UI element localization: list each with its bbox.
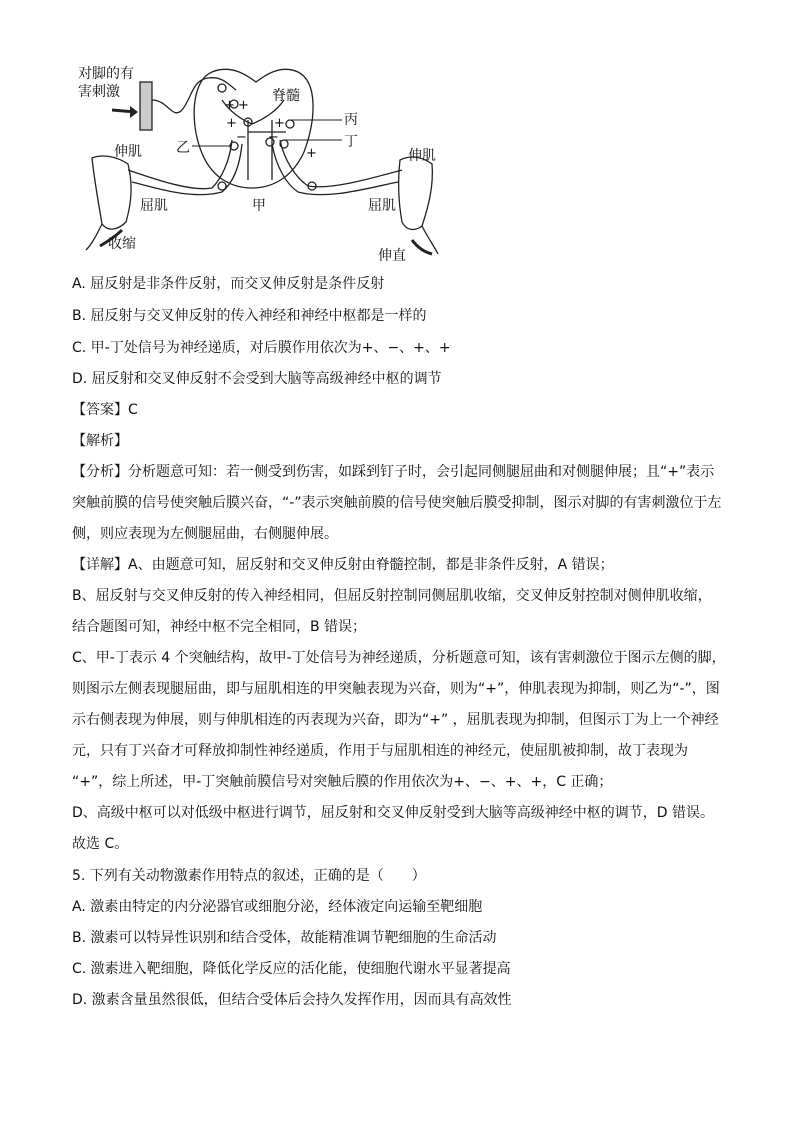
minus-sign: − <box>236 130 247 145</box>
option-b: B. 屈反射与交叉伸反射的传入神经和神经中枢都是一样的 <box>72 308 427 324</box>
left-leg <box>92 156 131 229</box>
option-a: A. 屈反射是非条件反射，而交叉伸反射是条件反射 <box>72 276 385 292</box>
paragraph-line: 侧，则应表现为左侧腿屈曲，右侧腿伸展。 <box>72 526 338 542</box>
bing-label: 丙 <box>344 112 358 128</box>
paragraph-line: 故选 C。 <box>72 836 129 852</box>
paragraph-line: 突触前膜的信号使突触后膜兴奋，“-”表示突触前膜的信号使突触后膜受抑制，图示对脚的有害刺激位于左 <box>72 495 722 511</box>
extend-label: 伸直 <box>378 248 406 264</box>
jia-label: 甲 <box>252 198 266 214</box>
analysis-heading: 【解析】 <box>72 433 128 449</box>
paragraph-line: B、屈反射与交叉伸反射的传入神经相同，但屈反射控制同侧屈肌收缩，交叉伸反射控制对侧伸肌收缩， <box>72 588 712 604</box>
skin-block <box>140 82 152 130</box>
plus-sign: + <box>224 98 235 113</box>
option-d: D. 屈反射和交叉伸反射不会受到大脑等高级神经中枢的调节 <box>72 371 442 387</box>
paragraph-line: 示右侧表现为伸展，则与伸肌相连的丙表现为兴奋，即为“+” ，屈肌表现为抑制，但图示丁为上一个神经 <box>72 712 719 728</box>
q5-option-a: A. 激素由特定的内分泌器官或细胞分泌，经体液定向运输至靶细胞 <box>72 899 483 915</box>
paragraph-line: “+”，综上所述，甲-丁突触前膜信号对突触后膜的作用依次为+、−、+、+，C 正确； <box>72 774 613 790</box>
reflex-diagram <box>72 60 442 260</box>
extensor-left-label: 伸肌 <box>114 144 142 160</box>
plus-sign: + <box>238 98 249 113</box>
paragraph-line: 元，只有丁兴奋才可释放抑制性神经递质，作用于与屈肌相连的神经元，使屈肌被抑制，故丁表现为 <box>72 743 688 759</box>
paragraph-line: 结合题图可知，神经中枢不完全相同，B 错误； <box>72 619 367 635</box>
yi-label: 乙 <box>176 140 190 156</box>
plus-sign: + <box>306 146 317 161</box>
plus-sign: + <box>226 116 237 131</box>
minus-sign: − <box>268 130 279 145</box>
q5-option-b: B. 激素可以特异性识别和结合受体，故能精准调节靶细胞的生命活动 <box>72 930 497 946</box>
stimulus-label-1: 对脚的有 <box>78 66 134 82</box>
flexor-left-label: 屈肌 <box>140 198 168 214</box>
q5-option-d: D. 激素含量虽然很低，但结合受体后会持久发挥作用，因而具有高效性 <box>72 992 512 1008</box>
q5-option-c: C. 激素进入靶细胞，降低化学反应的活化能，使细胞代谢水平显著提高 <box>72 961 511 977</box>
option-c: C. 甲-丁处信号为神经递质，对后膜作用依次为+、−、+、+ <box>72 340 451 356</box>
plus-sign: + <box>274 116 285 131</box>
contract-label: 收缩 <box>108 236 136 252</box>
paragraph-line: 【分析】分析题意可知：若一侧受到伤害，如踩到钉子时，会引起同侧腿屈曲和对侧腿伸展；且“+”表示 <box>72 464 715 480</box>
question-5-stem: 5. 下列有关动物激素作用特点的叙述，正确的是（ ） <box>72 868 426 884</box>
right-leg <box>399 157 433 229</box>
ding-label: 丁 <box>344 134 358 150</box>
paragraph-line: 则图示左侧表现腿屈曲，即与屈肌相连的甲突触表现为兴奋，则为“+”，伸肌表现为抑制，则乙为“-”，图 <box>72 681 720 697</box>
answer-line: 【答案】C <box>72 402 138 418</box>
paragraph-line: 【详解】A、由题意可知，屈反射和交叉伸反射由脊髓控制，都是非条件反射，A 错误； <box>72 557 614 573</box>
reflex-arc-figure <box>72 60 442 264</box>
paragraph-line: D、高级中枢可以对低级中枢进行调节，屈反射和交叉伸反射受到大脑等高级神经中枢的调节，D 错误。 <box>72 805 715 821</box>
extensor-right-label: 伸肌 <box>408 148 436 164</box>
spinal-cord-label: 脊髓 <box>272 88 300 104</box>
flexor-right-label: 屈肌 <box>368 198 396 214</box>
paragraph-line: C、甲-丁表示 4 个突触结构，故甲-丁处信号为神经递质，分析题意可知，该有害刺激位于图示左侧的脚， <box>72 650 726 666</box>
extend-arrow <box>412 240 432 254</box>
stimulus-label-2: 害刺激 <box>78 84 120 100</box>
